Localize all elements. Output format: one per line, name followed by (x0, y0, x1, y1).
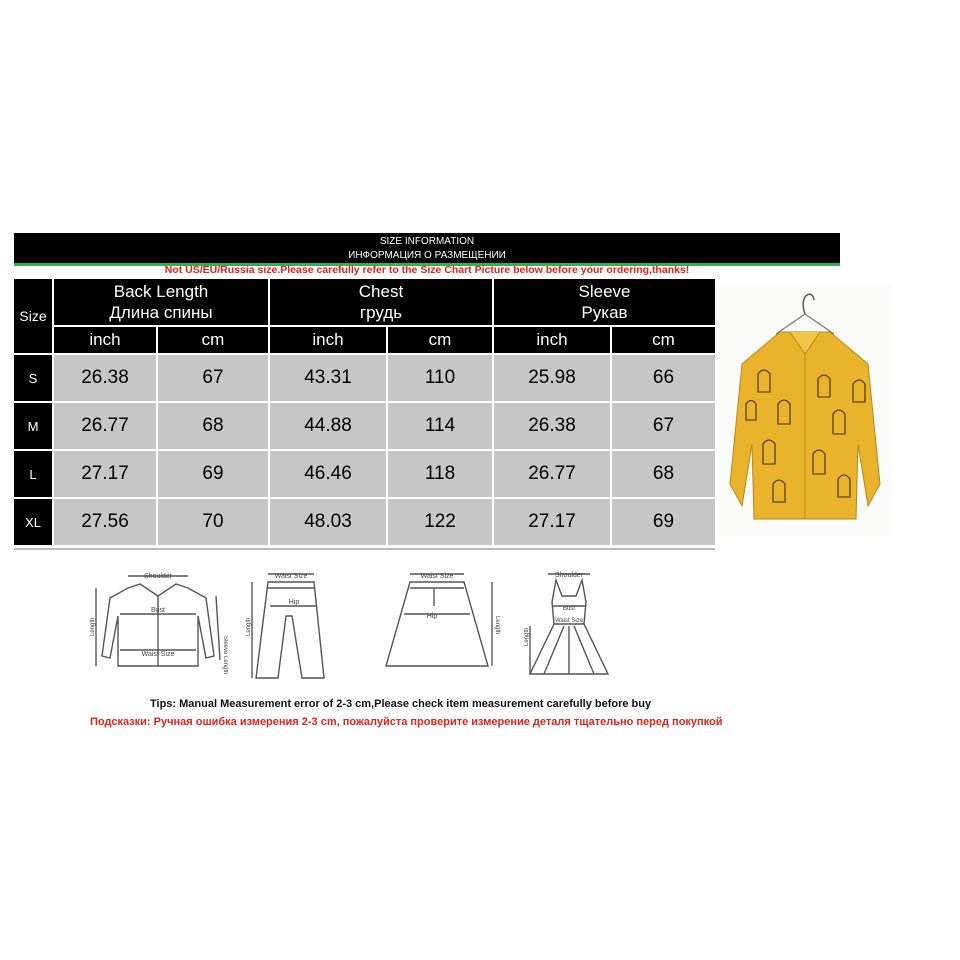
tips-english: Tips: Manual Measurement error of 2-3 cm,Please check item measurement carefully before buy (150, 698, 652, 710)
value-cell: 68 (612, 451, 715, 497)
unit-header: inch (494, 327, 610, 353)
skirt-length-label: Length (494, 616, 500, 635)
value-cell: 25.98 (494, 355, 610, 401)
unit-header: inch (54, 327, 156, 353)
shirt-bust-label: Bust (150, 607, 166, 614)
value-cell: 44.88 (270, 403, 386, 449)
group-header-chest: Chest грудь (270, 279, 492, 325)
size-cell: XL (14, 499, 52, 545)
product-photo (718, 284, 892, 536)
value-cell: 67 (612, 403, 715, 449)
value-cell: 26.77 (494, 451, 610, 497)
pants-waist-label: Waist Size (274, 573, 308, 580)
value-cell: 27.56 (54, 499, 156, 545)
value-cell: 43.31 (270, 355, 386, 401)
tips-russian: Подсказки: Ручная ошибка измерения 2-3 cm, пожалуйста проверите измерение деталя тщательно перед покупкой (90, 716, 723, 728)
skirt-waist-label: Waist Size (420, 573, 454, 580)
shirt-shoulder-label: Shoulder (143, 573, 173, 580)
value-cell: 48.03 (270, 499, 386, 545)
value-cell: 27.17 (494, 499, 610, 545)
shirt-sleeve-label: Sleeve Length (222, 636, 228, 675)
dress-length-label: Length (524, 627, 530, 646)
yellow-shirt-image (718, 284, 892, 536)
size-column-header: Size (14, 279, 52, 353)
pants-hip-label: Hip (288, 599, 300, 606)
value-cell: 26.38 (54, 355, 156, 401)
size-chart-table (14, 279, 715, 546)
value-cell: 114 (388, 403, 492, 449)
size-cell: L (14, 451, 52, 497)
unit-header: inch (270, 327, 386, 353)
value-cell: 122 (388, 499, 492, 545)
shirt-length-label: Length (90, 617, 96, 636)
value-cell: 69 (612, 499, 715, 545)
size-info-header (14, 233, 840, 263)
size-cell: S (14, 355, 52, 401)
skirt-measurement-diagram (372, 566, 502, 686)
group-header-sleeve: Sleeve Рукав (494, 279, 715, 325)
value-cell: 46.46 (270, 451, 386, 497)
dress-measurement-diagram (524, 566, 614, 686)
value-cell: 66 (612, 355, 715, 401)
dress-waist-label: Waist Size (554, 618, 584, 624)
skirt-hip-label: Hip (426, 613, 438, 620)
value-cell: 26.38 (494, 403, 610, 449)
table-bottom-rule (14, 548, 715, 550)
pants-length-label: Length (246, 617, 252, 636)
shirt-waist-label: Waist Size (141, 651, 175, 658)
value-cell: 69 (158, 451, 268, 497)
value-cell: 27.17 (54, 451, 156, 497)
size-cell: M (14, 403, 52, 449)
size-notice: Not US/EU/Russia size.Please carefully refer to the Size Chart Picture below before your ordering,thanks! (164, 264, 690, 276)
unit-header: cm (388, 327, 492, 353)
value-cell: 70 (158, 499, 268, 545)
value-cell: 110 (388, 355, 492, 401)
pants-measurement-diagram (244, 566, 334, 686)
value-cell: 26.77 (54, 403, 156, 449)
dress-shoulder-label: Shoulder (554, 572, 584, 579)
unit-header: cm (158, 327, 268, 353)
value-cell: 68 (158, 403, 268, 449)
dress-bust-label: Bust (562, 606, 576, 612)
value-cell: 67 (158, 355, 268, 401)
header-title-ru: ИНФОРМАЦИЯ О РАЗМЕЩЕНИИ (348, 250, 506, 261)
group-header-back-length: Back Length Длина спины (54, 279, 268, 325)
header-title-en: SIZE INFORMATION (379, 236, 475, 247)
value-cell: 118 (388, 451, 492, 497)
unit-header: cm (612, 327, 715, 353)
shirt-measurement-diagram (88, 566, 228, 686)
